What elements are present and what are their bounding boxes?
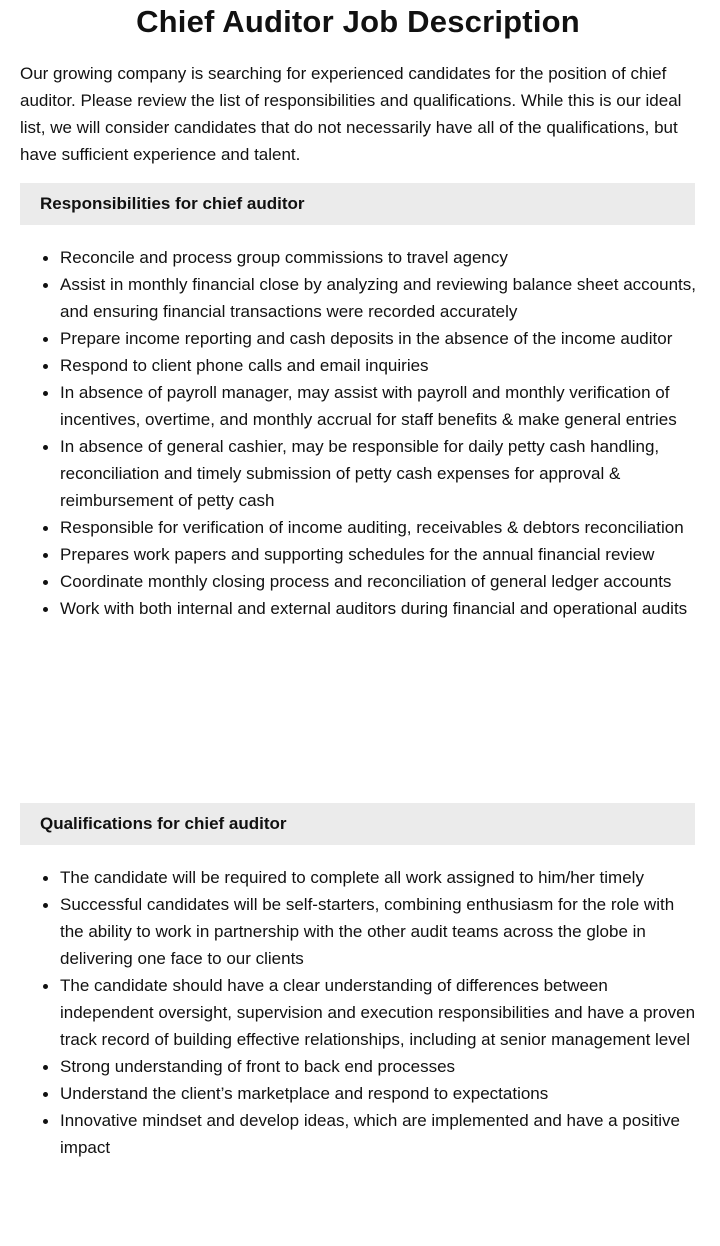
responsibility-item: Respond to client phone calls and email inquiries <box>60 352 698 379</box>
qualifications-list <box>0 864 698 1161</box>
responsibility-item: Prepare income reporting and cash deposits in the absence of the income auditor <box>60 325 698 352</box>
responsibility-item: Reconcile and process group commissions to travel agency <box>60 244 698 271</box>
qualification-item: Strong understanding of front to back end processes <box>60 1053 698 1080</box>
intro-paragraph: Our growing company is searching for experienced candidates for the position of chief auditor. Please review the list of responsibilities and qualifications. While this is our ideal list, we will consider candidates that do not necessarily have all of the qualifications, but have sufficient experience and talent. <box>20 64 682 164</box>
responsibility-item: In absence of payroll manager, may assist with payroll and monthly verification of incentives, overtime, and monthly accrual for staff benefits & make general entries <box>60 379 698 433</box>
qualifications-heading: Qualifications for chief auditor <box>20 803 695 845</box>
qualification-item: Innovative mindset and develop ideas, which are implemented and have a positive impact <box>60 1107 698 1161</box>
qualification-item: The candidate will be required to complete all work assigned to him/her timely <box>60 864 698 891</box>
qualification-item: The candidate should have a clear understanding of differences between independent oversight, supervision and execution responsibilities and have a proven track record of building effective relationships, including at senior management level <box>60 972 698 1053</box>
responsibility-item: In absence of general cashier, may be responsible for daily petty cash handling, reconciliation and timely submission of petty cash expenses for approval & reimbursement of petty cash <box>60 433 698 514</box>
responsibilities-heading: Responsibilities for chief auditor <box>20 183 695 225</box>
page-title: Chief Auditor Job Description <box>136 4 580 39</box>
responsibility-item: Coordinate monthly closing process and reconciliation of general ledger accounts <box>60 568 698 595</box>
qualification-item: Successful candidates will be self-starters, combining enthusiasm for the role with the ability to work in partnership with the other audit teams across the globe in delivering one face to our clients <box>60 891 698 972</box>
qualification-item: Understand the client’s marketplace and respond to expectations <box>60 1080 698 1107</box>
responsibility-item: Responsible for verification of income auditing, receivables & debtors reconciliation <box>60 514 698 541</box>
responsibility-item: Prepares work papers and supporting schedules for the annual financial review <box>60 541 698 568</box>
responsibilities-list <box>0 244 698 622</box>
responsibility-item: Work with both internal and external auditors during financial and operational audits <box>60 595 698 622</box>
responsibility-item: Assist in monthly financial close by analyzing and reviewing balance sheet accounts, and ensuring financial transactions were recorded accurately <box>60 271 698 325</box>
